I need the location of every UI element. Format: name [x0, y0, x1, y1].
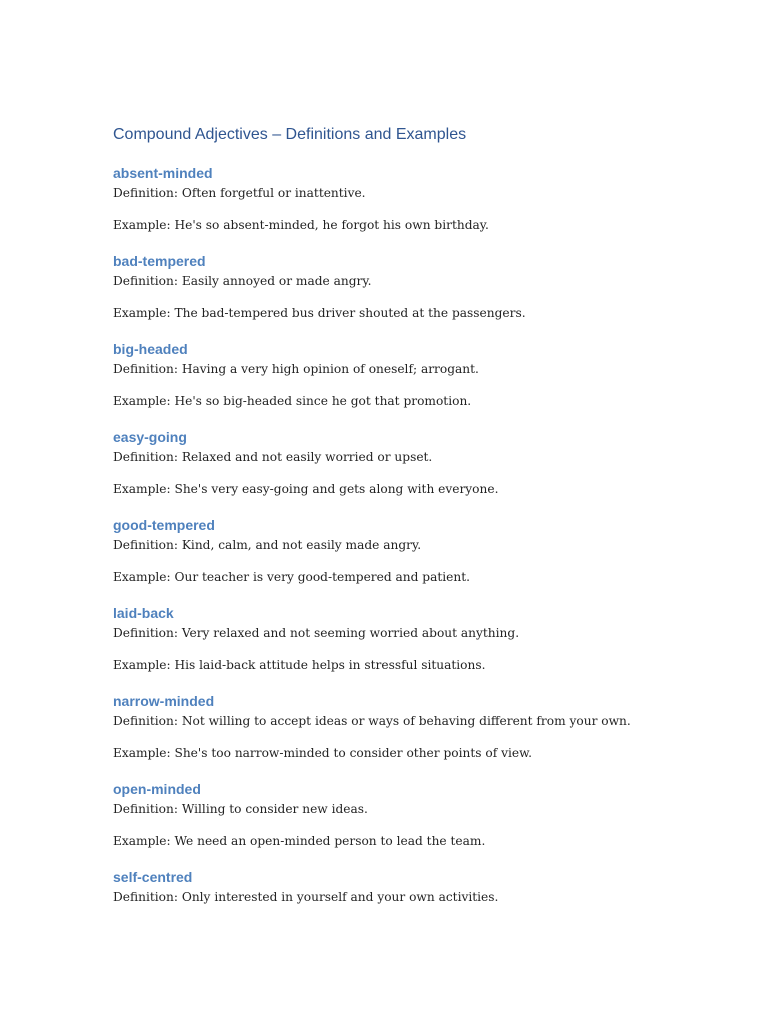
entry-narrow-minded: [113, 692, 728, 762]
entry-term: laid-back: [113, 605, 174, 621]
entry-term: big-headed: [113, 341, 188, 357]
entry-term: narrow-minded: [113, 693, 215, 709]
entry-example: Example: He's so absent-minded, he forgot his own birthday.: [113, 218, 489, 232]
entry-term: absent-minded: [113, 165, 213, 181]
document-title: Compound Adjectives – Definitions and Examples: [113, 126, 467, 143]
entry-laid-back: [113, 604, 728, 674]
entry-term: bad-tempered: [113, 253, 206, 269]
entry-definition: Definition: Often forgetful or inattentive.: [113, 186, 366, 200]
entry-definition: Definition: Willing to consider new ideas.: [113, 802, 368, 816]
entry-example: Example: The bad-tempered bus driver shouted at the passengers.: [113, 306, 526, 320]
entry-good-tempered: [113, 516, 728, 586]
entry-example: Example: Our teacher is very good-tempered and patient.: [113, 570, 470, 584]
entry-open-minded: [113, 780, 728, 850]
entry-example: Example: He's so big-headed since he got that promotion.: [113, 394, 472, 408]
entry-term: easy-going: [113, 429, 187, 445]
entry-definition: Definition: Not willing to accept ideas or ways of behaving different from your own.: [113, 714, 631, 728]
entry-term: self-centred: [113, 869, 193, 885]
entry-easy-going: [113, 428, 728, 498]
entry-example: Example: She's very easy-going and gets along with everyone.: [113, 482, 499, 496]
entry-example: Example: His laid-back attitude helps in stressful situations.: [113, 658, 486, 672]
entry-bad-tempered: [113, 252, 728, 322]
entry-definition: Definition: Only interested in yourself and your own activities.: [113, 890, 499, 904]
entry-definition: Definition: Very relaxed and not seeming worried about anything.: [113, 626, 520, 640]
entry-definition: Definition: Kind, calm, and not easily made angry.: [113, 538, 422, 552]
entry-definition: Definition: Having a very high opinion of oneself; arrogant.: [113, 362, 479, 376]
entry-absent-minded: [113, 164, 728, 234]
entry-example: Example: She's too narrow-minded to consider other points of view.: [113, 746, 532, 760]
entry-example: Example: We need an open-minded person to lead the team.: [113, 834, 486, 848]
entry-definition: Definition: Relaxed and not easily worried or upset.: [113, 450, 433, 464]
entry-big-headed: [113, 340, 728, 410]
entry-self-centred: [113, 868, 728, 906]
entry-term: good-tempered: [113, 517, 215, 533]
entry-term: open-minded: [113, 781, 201, 797]
entry-definition: Definition: Easily annoyed or made angry.: [113, 274, 372, 288]
